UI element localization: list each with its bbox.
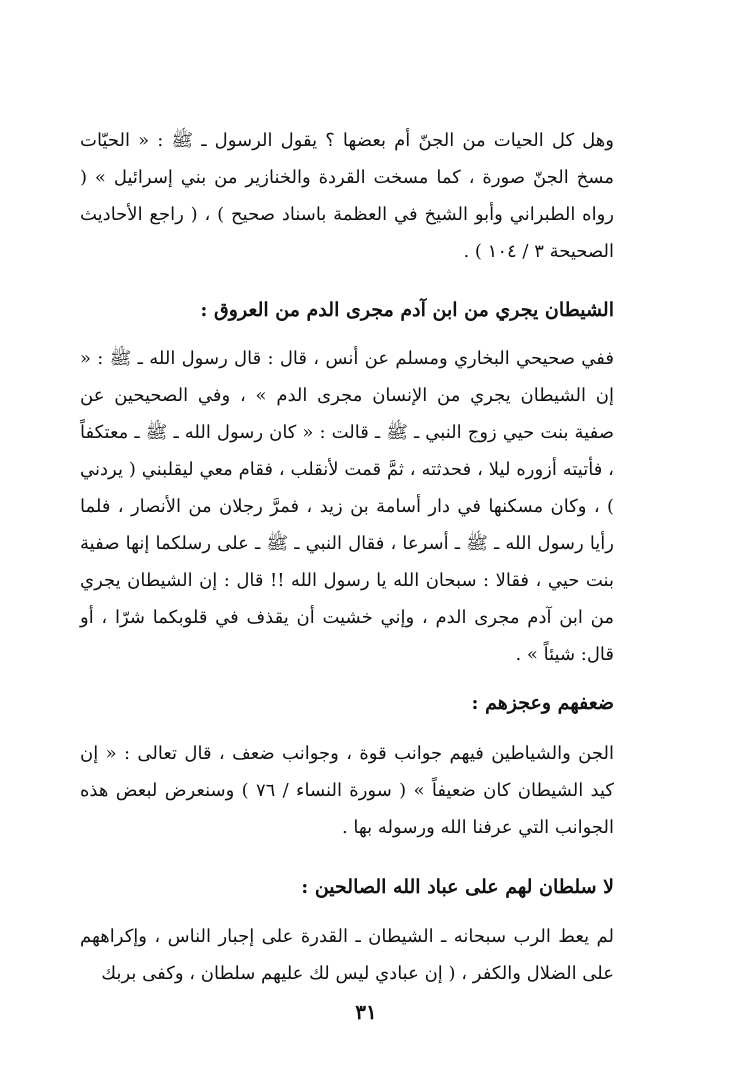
paragraph-text: ففي صحيحي البخاري ومسلم عن أنس ، قال : قال رسول الله ـ ﷺ : « إن الشيطان يجري من الإنسان مجرى الدم » ، وفي الصحيحين عن صفية بنت حيي زوج النبي ـ ﷺ ـ قالت : « كان رسول الله ـ ﷺ ـ معتكفاً ، فأتيته أزوره ليلا ، فحدثته ، ثمَّ قمت لأنقلب ، فقام معي ليقلبني ( يردني ) ، وكان مسكنها في دار أسامة بن زيد ، فمرَّ رجلان من الأنصار ، فلما رأيا رسول الله ـ ﷺ ـ أسرعا ، فقال النبي ـ ﷺ ـ على رسلكما إنها صفية بنت حيي ، فقالا : سبحان الله يا رسول الله !! قال : إن الشيطان يجري من ابن آدم مجرى الدم ، وإني خشيت أن يقذف في قلوبكما شرّا ، أو قال: شيئاً » . (80, 348, 614, 665)
paragraph-snakes (80, 122, 614, 270)
section-heading-authority: لا سلطان لهم على عباد الله الصالحين : (301, 876, 614, 898)
paragraph-text: لم يعط الرب سبحانه ـ الشيطان ـ القدرة على إجبار الناس ، وإكراههم على الضلال والكفر ، ( إن عبادي ليس لك عليهم سلطان ، وكفى بربك (80, 926, 614, 984)
paragraph-hadith (80, 340, 614, 673)
paragraph-weakness (80, 735, 614, 846)
page-number: ٣١ (355, 1000, 377, 1024)
section-heading-weakness: ضعفهم وعجزهم : (471, 692, 614, 714)
paragraph-text: وهل كل الحيات من الجنّ أم بعضها ؟ يقول الرسول ـ ﷺ : « الحيّات مسخ الجنّ صورة ، كما مسخت القردة والخنازير من بني إسرائيل » ( رواه الطبراني وأبو الشيخ في العظمة باسناد صحيح ) ، ( راجع الأحاديث الصحيحة ٣ / ١٠٤ ) . (80, 130, 614, 262)
paragraph-authority (80, 918, 614, 992)
paragraph-text: الجن والشياطين فيهم جوانب قوة ، وجوانب ضعف ، قال تعالى : « إن كيد الشيطان كان ضعيفاً » ( سورة النساء / ٧٦ ) وسنعرض لبعض هذه الجوانب التي عرفنا الله ورسوله بها . (80, 743, 614, 838)
section-heading-blood: الشيطان يجري من ابن آدم مجرى الدم من العروق : (200, 299, 614, 321)
